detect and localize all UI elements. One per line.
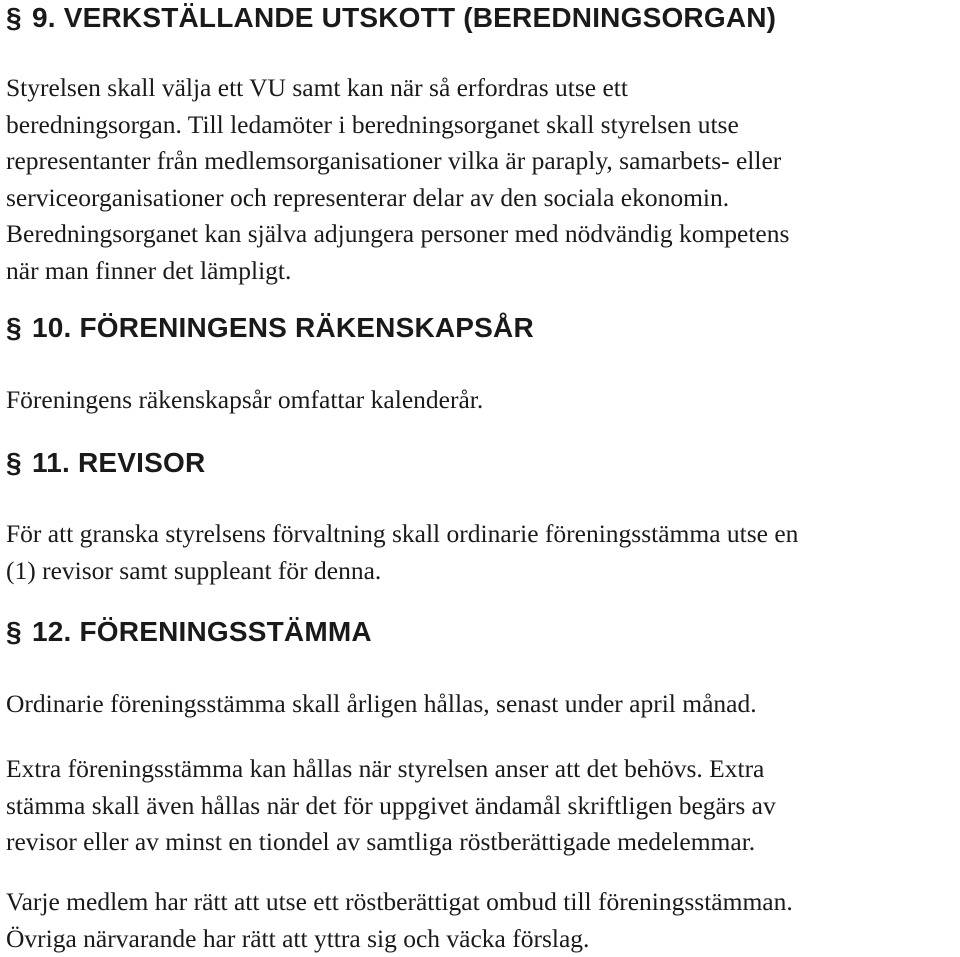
text-line: Styrelsen skall välja ett VU samt kan när så erfordras utse ett <box>6 70 960 107</box>
section-sign: § <box>6 615 32 649</box>
section-title: 12. FÖRENINGSSTÄMMA <box>32 616 372 647</box>
text-line: Extra föreningsstämma kan hållas när styrelsen anser att det behövs. Extra <box>6 751 960 788</box>
section-title: 9. VERKSTÄLLANDE UTSKOTT (BEREDNINGSORGAN) <box>32 2 776 33</box>
text-line: revisor eller av minst en tiondel av samtliga röstberättigade medelemmar. <box>6 824 960 861</box>
section-11-paragraph <box>6 516 960 589</box>
section-sign: § <box>6 311 32 345</box>
text-line: när man finner det lämpligt. <box>6 253 960 290</box>
section-heading-10 <box>6 311 534 345</box>
section-sign: § <box>6 1 32 35</box>
text-line: representanter från medlemsorganisationer vilka är paraply, samarbets- eller <box>6 143 960 180</box>
section-12-paragraph-3 <box>6 884 960 957</box>
section-heading-12 <box>6 615 372 649</box>
text-line: För att granska styrelsens förvaltning skall ordinarie föreningsstämma utse en <box>6 516 960 553</box>
text-line: Varje medlem har rätt att utse ett röstberättigat ombud till föreningsstämman. <box>6 884 960 921</box>
section-sign: § <box>6 446 32 480</box>
section-title: 10. FÖRENINGENS RÄKENSKAPSÅR <box>32 312 534 343</box>
text-line: Övriga närvarande har rätt att yttra sig och väcka förslag. <box>6 921 960 957</box>
section-heading-9 <box>6 1 776 35</box>
section-12-paragraph-2 <box>6 751 960 861</box>
text-line: (1) revisor samt suppleant för denna. <box>6 553 960 590</box>
text-line: Föreningens räkenskapsår omfattar kalenderår. <box>6 382 960 419</box>
section-heading-11 <box>6 446 205 480</box>
section-10-paragraph <box>6 382 960 419</box>
text-line: stämma skall även hållas när det för uppgivet ändamål skriftligen begärs av <box>6 788 960 825</box>
section-9-paragraph <box>6 70 960 289</box>
section-12-paragraph-1 <box>6 686 960 723</box>
text-line: Beredningsorganet kan själva adjungera personer med nödvändig kompetens <box>6 216 960 253</box>
text-line: beredningsorgan. Till ledamöter i beredningsorganet skall styrelsen utse <box>6 107 960 144</box>
text-line: Ordinarie föreningsstämma skall årligen hållas, senast under april månad. <box>6 686 960 723</box>
text-line: serviceorganisationer och representerar delar av den sociala ekonomin. <box>6 180 960 217</box>
section-title: 11. REVISOR <box>32 447 205 478</box>
